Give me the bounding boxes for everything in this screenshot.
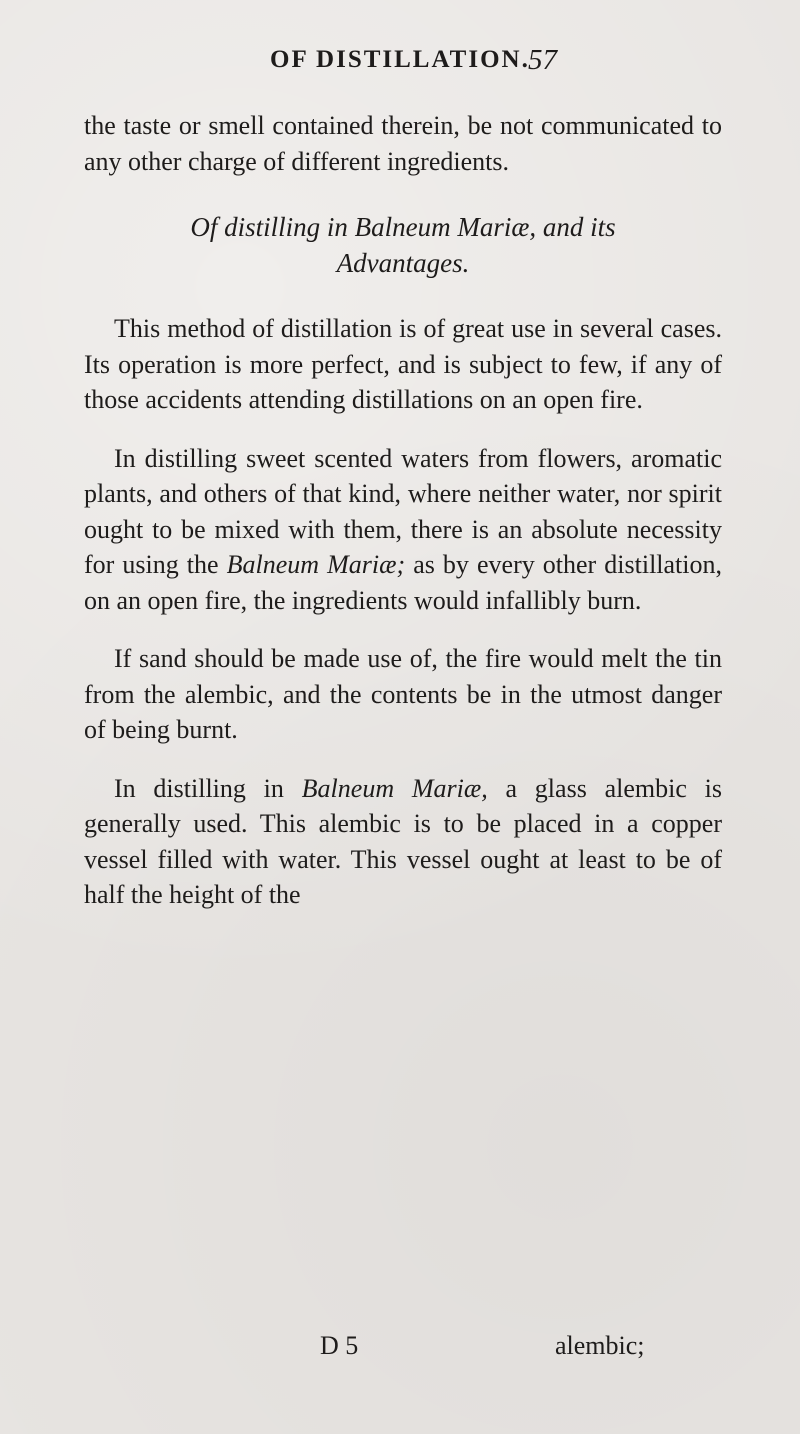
paragraph-method: This method of distillation is of great use in several cases. Its operation is more perfect, and is subject to few, if any of those accidents attending distillations on an open fire. (84, 314, 722, 414)
page-footer (0, 1331, 800, 1367)
body-text (84, 108, 722, 913)
paragraph-sand: If sand should be made use of, the fire would melt the tin from the alembic, and the contents be in the utmost danger of being burnt. (84, 644, 722, 744)
page-number: 57 (528, 44, 557, 76)
paragraph-glass-alembic-text-2: a glass alembic is generally used. This alembic is to be placed in a copper vessel filled with water. This vessel ought at least to be of half the height of the (84, 773, 722, 909)
paragraph-sweet-waters (84, 441, 722, 619)
running-title: OF DISTILLATION. (270, 46, 530, 73)
paragraph-glass-alembic-text-1: In distilling in (114, 773, 302, 803)
paragraph-sweet-waters-text-2: as by every other distillation, on an open fire, the ingredients would infallibly burn. (84, 550, 723, 615)
paragraph-sweet-waters-text-1: In distilling sweet scented waters from flowers, aromatic plants, and others of that kind, where neither water, nor spirit ought to be mixed with them, there is an absolute necessity for using the (84, 443, 722, 579)
paragraph-glass-alembic (84, 771, 722, 913)
catchword: alembic; (555, 1331, 645, 1360)
section-heading (84, 209, 722, 281)
balneum-mariae-term: Balneum Mariæ; (226, 550, 406, 579)
section-heading-line-2: Advantages. (336, 248, 470, 278)
balneum-mariae-term-2: Balneum Mariæ, (301, 773, 488, 803)
running-head (0, 46, 800, 86)
section-heading-line-1: Of distilling in Balneum Mariæ, and its (190, 212, 616, 242)
signature-mark: D 5 (320, 1331, 359, 1360)
paragraph-continuation: the taste or smell contained therein, be not communicated to any other charge of different ingredients. (84, 111, 722, 176)
